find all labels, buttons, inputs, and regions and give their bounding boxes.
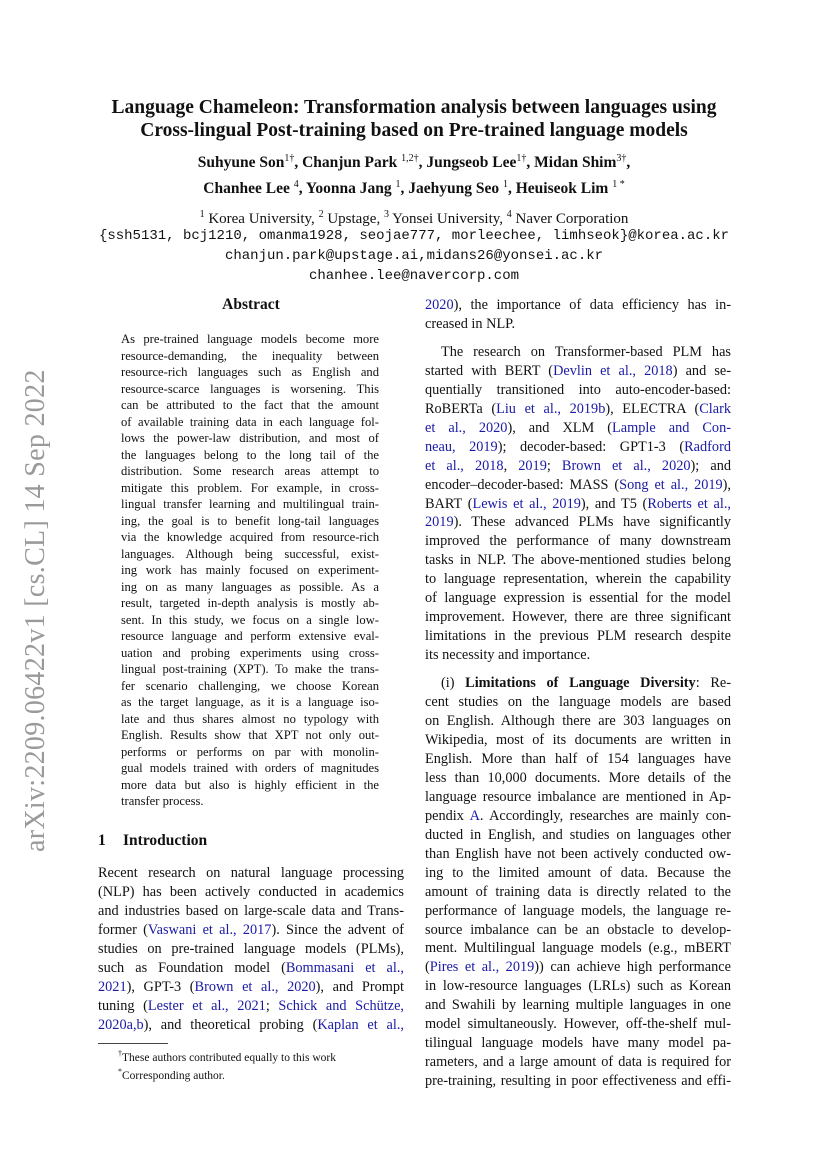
text-run: ), ELECTRA ( <box>605 400 700 417</box>
citation-link[interactable]: Pires et al., 2019 <box>429 959 535 976</box>
text-line <box>425 769 731 788</box>
text-run: ), <box>722 476 732 493</box>
text-run: ); decoder-based: GPT1-3 ( <box>497 438 685 455</box>
text-run: encoder–decoder-based: MASS ( <box>425 476 620 493</box>
text-line <box>98 978 404 997</box>
text-line <box>425 570 731 589</box>
footnote-mark: † <box>118 1049 122 1058</box>
author-name: Chanhee Lee <box>203 180 294 198</box>
footnote-mark: * <box>118 1067 122 1077</box>
text-run: ) and se- <box>672 362 732 379</box>
affil-sup: 3 <box>383 209 389 220</box>
abstract-line: lows the power-law distribution, and most of <box>121 431 379 445</box>
affil-sup: 4 <box>506 209 512 220</box>
author-name: , Jaehyung Seo <box>400 180 503 198</box>
text-run: ), and Prompt <box>315 978 404 995</box>
text-run: Wikipedia, most of its documents are written in <box>425 731 731 748</box>
text-run: ), the importance of data efficiency has in- <box>453 297 731 313</box>
text-run: studies on pre-trained language models (PLMs), <box>98 940 404 957</box>
citation-link[interactable]: Song et al., 2019 <box>619 476 723 493</box>
text-run: English. More than half of 154 languages have <box>425 750 731 767</box>
text-line <box>425 1015 731 1034</box>
text-run: ), GPT-3 ( <box>126 978 195 995</box>
text-run: amount of training data is directly related to the <box>425 883 731 900</box>
affil-sup: 1 <box>199 209 205 220</box>
text-line <box>425 977 731 996</box>
abstract-line: gual models trained with orders of magnitudes <box>121 761 379 775</box>
abstract-heading: Abstract <box>222 296 280 313</box>
intro-left-column <box>98 864 404 1035</box>
text-run: ), and T5 ( <box>580 495 648 512</box>
abstract-body <box>121 331 379 810</box>
citation-link[interactable]: Clark <box>699 400 731 417</box>
citation-link[interactable]: Liu et al., 2019b <box>496 400 606 417</box>
text-run: ); and <box>690 457 731 474</box>
title-line: Language Chameleon: Transformation analysis between languages using <box>111 97 717 118</box>
citation-link[interactable]: et al., 2020 <box>425 419 508 436</box>
text-run: (NLP) has been actively conducted in academics <box>98 883 404 900</box>
affil-name: Yonsei University, <box>392 211 504 227</box>
text-line <box>98 902 404 921</box>
text-run: (i) <box>441 675 466 692</box>
text-run: ment. Multilingual language models (e.g., mBERT <box>425 940 731 957</box>
text-line <box>425 826 731 845</box>
citation-link[interactable]: 2021 <box>98 978 127 995</box>
abstract-line: sent. In this study, we focus on a single low- <box>121 612 379 627</box>
abstract-line: resource language and perform extensive eval- <box>121 629 379 643</box>
text-line <box>425 1072 731 1091</box>
text-run: ; <box>265 997 279 1014</box>
text-run: quentially transitioned into auto-encoder-based: <box>425 381 731 398</box>
text-line <box>425 315 731 334</box>
paragraph <box>425 343 731 665</box>
text-run: source imbalance can be an obstacle to develop- <box>425 921 731 938</box>
citation-link[interactable]: Vaswani et al., 2017 <box>147 921 272 938</box>
text-line <box>425 750 731 769</box>
text-run: improvement. However, there are three significant <box>425 609 731 626</box>
abstract-line: lingual transfer learning and multilingual train- <box>121 497 379 511</box>
abstract-line: of available training data in each language fol- <box>121 414 379 429</box>
footnote-text: Corresponding author. <box>122 1070 225 1083</box>
text-run: started with BERT ( <box>425 362 554 379</box>
text-run: improved the performance of many downstream <box>425 533 731 550</box>
citation-link[interactable]: neau, 2019 <box>425 438 498 455</box>
text-run: : Re- <box>695 675 731 692</box>
text-run: tasks in NLP. The above-mentioned studies belong <box>425 552 731 569</box>
author-sup: 1† <box>516 153 527 164</box>
author-list <box>60 148 768 200</box>
text-run: , <box>503 457 519 474</box>
citation-link[interactable]: Devlin et al., 2018 <box>553 362 673 379</box>
text-run: ing to the limited amount of data. Because the <box>425 864 731 881</box>
section-title: Introduction <box>123 832 208 849</box>
text-line <box>425 495 731 514</box>
text-line <box>98 1016 404 1035</box>
text-run: creased in NLP. <box>425 315 516 332</box>
text-run: tuning ( <box>98 997 148 1014</box>
abstract-line: transfer process. <box>121 794 204 808</box>
abstract-line: English. Results show that XPT not only out- <box>121 728 379 742</box>
text-line <box>425 958 731 977</box>
abstract-line: ing on as many languages as possible. As a <box>121 579 379 594</box>
text-line <box>425 921 731 940</box>
text-run: limitations in the previous PLM research despite <box>425 628 731 645</box>
abstract-line: resource-scarce languages is worsening. This <box>121 381 379 396</box>
text-line <box>425 381 731 400</box>
text-run: language resource imbalance are mentioned in Ap- <box>425 788 731 805</box>
text-line <box>425 419 731 438</box>
text-run: cent studies on the language models are based <box>425 694 731 711</box>
citation-link[interactable]: 2019 <box>425 514 454 531</box>
text-line <box>425 296 731 315</box>
text-line <box>98 883 404 902</box>
arxiv-stamp-text: arXiv:2209.06422v1 [cs.CL] 14 Sep 2022 <box>20 369 51 852</box>
abstract-line: mitigate this problem. For example, in cross- <box>121 480 379 495</box>
author-name: , Yoonna Jang <box>298 180 396 198</box>
author-sup: 1† <box>284 153 295 164</box>
text-line <box>425 589 731 608</box>
author-sup: 1,2† <box>401 153 419 164</box>
text-line <box>425 845 731 864</box>
abstract-line: distribution. Some research areas attempt to <box>121 464 379 478</box>
email-line: {ssh5131, bcj1210, omanma1928, seojae777, morleechee, limhseok}@korea.ac.kr <box>98 228 730 244</box>
abstract-line: resource-rich languages such as English and <box>121 365 379 379</box>
text-line <box>425 939 731 958</box>
citation-link[interactable]: 2020a,b <box>98 1016 144 1033</box>
text-line <box>425 532 731 551</box>
text-run: ), and theoretical probing ( <box>143 1016 318 1033</box>
citation-link[interactable]: Bommasani et al., <box>285 959 404 976</box>
text-run: RoBERTa ( <box>425 400 497 417</box>
text-run: )) can achieve high performance <box>534 959 731 976</box>
text-run: its necessity and importance. <box>425 647 591 664</box>
text-run: and industries based on large-scale data and Trans- <box>98 902 404 919</box>
abstract-line: performs or performs on par with monolin- <box>121 744 379 759</box>
text-line <box>425 400 731 419</box>
text-run: ). Since the advent of <box>271 921 404 938</box>
citation-link[interactable]: Lewis et al., 2019 <box>472 495 581 512</box>
citation-link[interactable]: Schick and Schütze, <box>278 997 404 1014</box>
right-column <box>425 296 731 1091</box>
author-line-2 <box>60 174 768 200</box>
author-sup: 1 * <box>612 179 625 191</box>
text-line <box>425 343 731 362</box>
abstract-line: as the target language, as it is a language iso- <box>121 695 379 709</box>
affil-name: Korea University, <box>208 211 315 227</box>
author-name: , Heuiseok Lim <box>507 180 613 198</box>
abstract-line: the languages belong to the long tail of the <box>121 447 379 462</box>
text-line <box>425 646 731 665</box>
citation-link[interactable]: Brown et al., 2020 <box>561 457 691 474</box>
section-number: 1 <box>98 832 106 849</box>
email-line: chanhee.lee@navercorp.com <box>308 268 520 284</box>
text-run: ; <box>546 457 562 474</box>
text-run: former ( <box>98 921 148 938</box>
text-line <box>425 438 731 457</box>
text-line <box>425 902 731 921</box>
abstract-line: result, targeted in-depth analysis is mostly ab- <box>121 596 379 610</box>
text-line <box>425 627 731 646</box>
affil-name: Naver Corporation <box>515 211 629 227</box>
citation-link[interactable]: Brown et al., 2020 <box>194 978 316 995</box>
footnote-text: These authors contributed equally to this work <box>122 1051 336 1064</box>
abstract-line: lingual post-training (XPT). To make the trans- <box>121 662 379 676</box>
paper-title <box>60 96 768 142</box>
text-run: rameters, and a large amount of data is required for <box>425 1054 731 1071</box>
text-line <box>425 864 731 883</box>
text-line <box>425 608 731 627</box>
text-run: to language representation, wherein the capability <box>425 571 731 588</box>
citation-link[interactable]: Lester et al., 2021 <box>147 997 266 1014</box>
text-line <box>425 996 731 1015</box>
text-line <box>425 476 731 495</box>
author-sup: 4 <box>293 179 299 191</box>
author-sup: 1 <box>502 179 508 191</box>
text-run: ). These advanced PLMs have significantly <box>453 514 731 531</box>
text-run: and Swahili by learning multiple languages in one <box>425 997 731 1014</box>
text-run: Recent research on natural language processing <box>98 865 404 881</box>
text-line <box>425 674 731 693</box>
author-sep: , <box>626 154 631 172</box>
abstract-line: ing, the goal is to benefit long-tail languages <box>121 513 379 528</box>
text-line <box>425 1034 731 1053</box>
text-line <box>98 940 404 959</box>
citation-link[interactable]: Lample and Con- <box>612 419 731 436</box>
text-run: of language expression is essential for the model <box>425 590 731 607</box>
text-run: The research on Transformer-based PLM has <box>441 343 731 360</box>
abstract-line: As pre-trained language models become more <box>121 332 379 346</box>
text-run: model simultaneously. However, off-the-shelf mul- <box>425 1016 731 1033</box>
abstract-line: resource-demanding, the inequality between <box>121 348 379 363</box>
text-line <box>98 959 404 978</box>
citation-link[interactable]: Radford <box>684 438 731 455</box>
text-line <box>425 731 731 750</box>
citation-link[interactable]: A <box>469 807 480 824</box>
text-line <box>425 883 731 902</box>
text-run: tilingual language models have many model pa- <box>425 1035 731 1052</box>
text-line <box>98 997 404 1016</box>
text-run: than English have not been actively conducted ow- <box>425 845 731 862</box>
abstract-line: late and thus shares almost no typology with <box>121 711 379 726</box>
author-name: , Jungseob Lee <box>418 154 517 172</box>
paragraph <box>425 674 731 1091</box>
abstract-line: fer scenario challenging, we choose Korean <box>121 678 379 693</box>
bold-phrase: Limitations of Language Diversity <box>465 675 696 692</box>
text-line <box>425 457 731 476</box>
paragraph <box>425 296 731 334</box>
text-line <box>425 362 731 381</box>
text-run: pre-training, resulting in poor effectiveness and effi- <box>425 1073 731 1090</box>
text-line <box>98 864 404 883</box>
text-run: ( <box>425 959 430 976</box>
text-run: pendix <box>425 807 470 824</box>
text-line <box>425 1053 731 1072</box>
footnote <box>118 1065 336 1083</box>
text-line <box>425 693 731 712</box>
abstract-line: can be attributed to the fact that the amount <box>121 398 379 412</box>
affil-name: Upstage, <box>327 211 381 227</box>
author-name: Suhyune Son <box>197 154 285 172</box>
text-line <box>425 712 731 731</box>
email-line: chanjun.park@upstage.ai,midans26@yonsei.ac.kr <box>224 248 604 264</box>
citation-link[interactable]: 2019 <box>518 457 547 474</box>
text-run: less than 10,000 documents. More details of the <box>425 769 731 786</box>
text-run: on English. Although there are 303 languages on <box>425 713 731 730</box>
citation-link[interactable]: 2020 <box>425 297 454 313</box>
text-run: in low-resource languages (LRLs) such as Korean <box>425 978 731 995</box>
abstract-line: more data but also is highly efficient in the <box>121 777 379 792</box>
text-run: BART ( <box>425 495 473 512</box>
footnote <box>118 1047 336 1065</box>
arxiv-stamp <box>14 360 54 860</box>
footnote-rule <box>98 1043 168 1044</box>
text-line <box>425 788 731 807</box>
abstract-line: ing work has mainly focused on experiment- <box>121 563 379 577</box>
citation-link[interactable]: Kaplan et al., <box>317 1016 404 1033</box>
text-run: such as Foundation model ( <box>98 959 286 976</box>
abstract-line: languages. Although being successful, exist- <box>121 546 379 561</box>
text-run: ), and XLM ( <box>507 419 613 436</box>
section-heading-introduction <box>98 832 207 850</box>
text-run: performance of language models, the language re- <box>425 902 731 919</box>
author-line-1 <box>60 148 768 174</box>
text-line <box>425 807 731 826</box>
citation-link[interactable]: Roberts et al., <box>647 495 731 512</box>
text-line <box>425 551 731 570</box>
author-name: , Midan Shim <box>526 154 617 172</box>
text-line <box>425 513 731 532</box>
citation-link[interactable]: et al., 2018 <box>425 457 504 474</box>
author-sup: 1 <box>395 179 401 191</box>
affil-sup: 2 <box>318 209 324 220</box>
title-line: Cross-lingual Post-training based on Pre-trained language models <box>140 120 688 141</box>
text-line <box>98 921 404 940</box>
abstract-line: uation and probing experiments using cross- <box>121 645 379 660</box>
text-run: ducted in English, and studies on languages other <box>425 826 731 843</box>
email-list <box>20 226 808 286</box>
footnotes <box>118 1047 336 1084</box>
author-sup: 3† <box>616 153 627 164</box>
abstract-line: via the knowledge acquired from resource-rich <box>121 530 379 544</box>
author-name: , Chanjun Park <box>294 154 402 172</box>
text-run: . Accordingly, researches are mainly con- <box>479 807 732 824</box>
